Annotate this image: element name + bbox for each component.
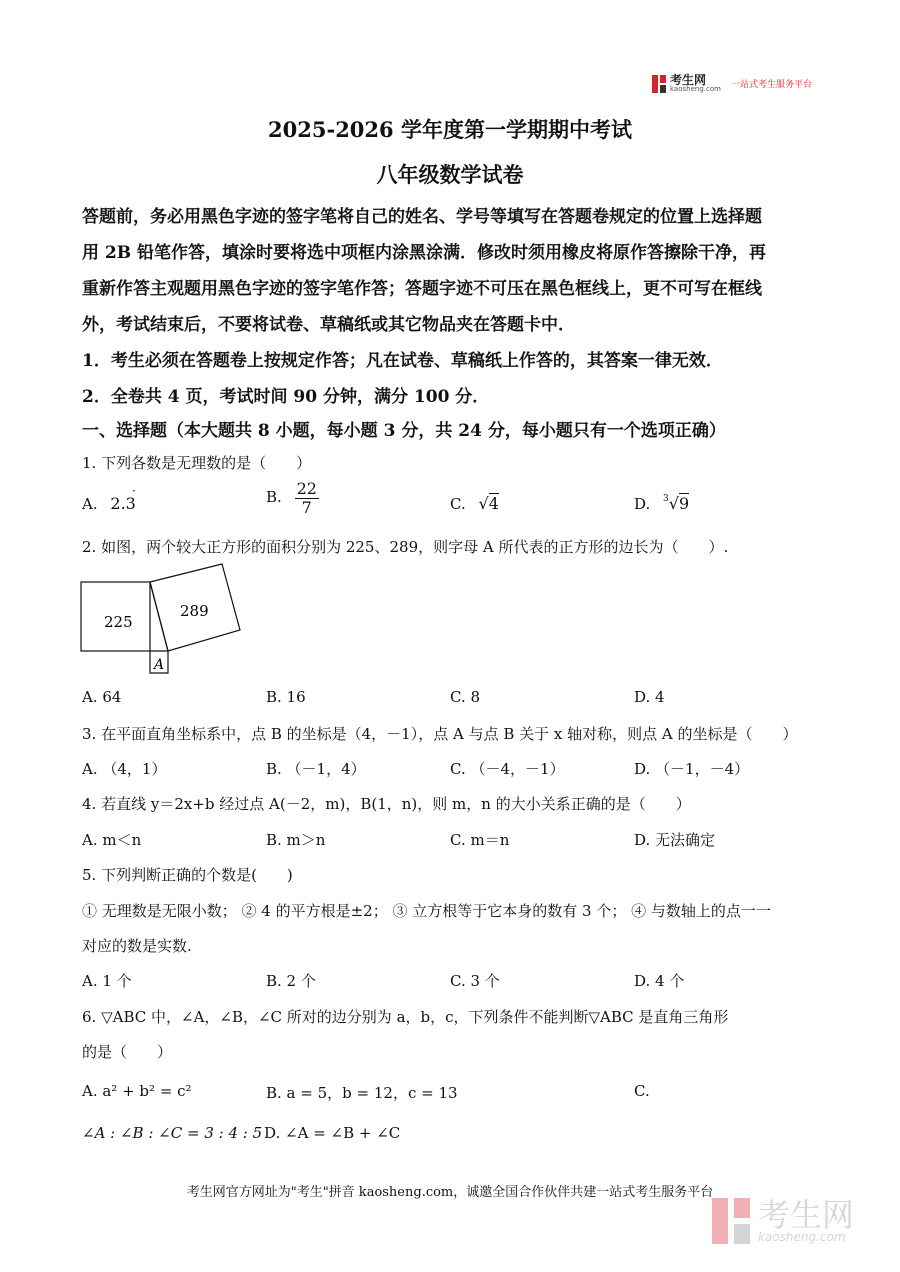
instruction-line: 用 2B 铅笔作答，填涂时要将选中项框内涂黑涂满．修改时须用橡皮将原作答擦除干净，再 [82, 243, 767, 263]
option-label: D. [634, 495, 651, 513]
q5-option-c: C. 3 个 [450, 972, 500, 990]
q3-option-a: A. （4，1） [82, 760, 167, 778]
q6-option-c-label: C. [634, 1082, 650, 1100]
q1-option-b [266, 480, 319, 516]
header-logo [652, 74, 812, 93]
q6-option-b: B. a = 5，b = 12，c = 13 [266, 1084, 458, 1102]
logo-domain: kaosheng.com [670, 85, 721, 93]
q4-option-b: B. m＞n [266, 831, 326, 849]
watermark-name: 考生网 [758, 1196, 855, 1234]
watermark [712, 1198, 854, 1244]
q1-option-c [450, 494, 499, 513]
triangle-hypotenuse [150, 582, 168, 651]
instruction-line: 答题前，务必用黑色字迹的签字笔将自己的姓名、学号等填写在答题卷规定的位置上选择题 [82, 207, 762, 227]
q1-option-a [82, 484, 136, 513]
instruction-line: 重新作答主观题用黑色字迹的签字笔作答；答题字迹不可压在黑色框线上，更不可写在框线 [82, 279, 762, 299]
q6-stem-cont: 的是（ ） [82, 1043, 173, 1061]
q4-stem: 4. 若直线 y＝2x+b 经过点 A(－2，m)，B(1，n)，则 m，n 的大小关系正确的是（ ） [82, 795, 691, 813]
q4-option-d: D. 无法确定 [634, 831, 716, 849]
q1-d-value: 9 [678, 494, 690, 513]
radical-icon: √ [478, 494, 489, 513]
kaosheng-watermark-icon [712, 1198, 752, 1244]
q2-squares-figure [80, 560, 250, 678]
q5-option-d: D. 4 个 [634, 972, 685, 990]
option-label: A. [82, 495, 98, 513]
q4-option-c: C. m＝n [450, 831, 510, 849]
q5-stem: 5. 下列判断正确的个数是( ) [82, 866, 293, 884]
q6-stem: 6. ▽ABC 中，∠A，∠B，∠C 所对的边分别为 a，b，c，下列条件不能判断▽ABC 是直角三角形 [82, 1008, 729, 1026]
q6-option-c: ∠A : ∠B : ∠C = 3 : 4 : 5 [82, 1124, 263, 1142]
q3-option-d: D. （－1，－4） [634, 760, 750, 778]
q5-option-b: B. 2 个 [266, 972, 316, 990]
q1-c-value: 4 [488, 494, 499, 513]
section-heading: 一、选择题（本大题共 8 小题，每小题 3 分，共 24 分，每小题只有一个选项正确） [82, 421, 726, 441]
q1-option-d [634, 494, 689, 513]
q1-a-value: 2.3 [110, 494, 136, 513]
q3-option-b: B. （－1，4） [266, 760, 366, 778]
q2-stem: 2. 如图，两个较大正方形的面积分别为 225、289，则字母 A 所代表的正方形的边长为（ ）. [82, 538, 729, 556]
option-label: B. [266, 488, 282, 507]
label-225: 225 [104, 613, 133, 631]
q6-option-d: D. ∠A = ∠B + ∠C [264, 1124, 401, 1142]
watermark-domain: kaosheng.com [758, 1230, 846, 1244]
logo-name: 考生网 [670, 73, 707, 87]
instruction-line: 外，考试结束后，不要将试卷、草稿纸或其它物品夹在答题卡中． [82, 315, 575, 335]
q4-option-a: A. m＜n [82, 831, 142, 849]
q5-option-a: A. 1 个 [82, 972, 132, 990]
radical-index: 3 [663, 494, 669, 504]
note-2: 2．全卷共 4 页，考试时间 90 分钟，满分 100 分． [82, 387, 490, 407]
q2-option-c: C. 8 [450, 688, 481, 706]
radical-icon: √ [668, 494, 679, 513]
q1-stem: 1. 下列各数是无理数的是（ ） [82, 454, 312, 472]
q5-statements-cont: 对应的数是实数. [82, 937, 192, 955]
footer-text: 考生网官方网址为"考生"拼音 kaosheng.com，诚邀全国合作伙伴共建一站式考生服务平台 [186, 1185, 714, 1200]
fraction-numerator: 22 [296, 479, 317, 498]
repeating-dot: · [132, 484, 136, 498]
fraction-denominator: 7 [301, 497, 312, 517]
exam-subtitle: 八年级数学试卷 [376, 162, 524, 187]
logo-slogan: 一站式考生服务平台 [730, 80, 812, 90]
kaosheng-logo-icon [652, 75, 666, 93]
q2-option-d: D. 4 [634, 688, 665, 706]
q6-option-a: A. a² + b² = c² [82, 1082, 192, 1100]
note-1: 1．考生必须在答题卷上按规定作答；凡在试卷、草稿纸上作答的，其答案一律无效． [82, 351, 723, 371]
q2-option-b: B. 16 [266, 688, 306, 706]
option-label: C. [450, 495, 466, 513]
label-a: A [154, 657, 165, 673]
label-289: 289 [180, 602, 209, 620]
q2-option-a: A. 64 [82, 688, 122, 706]
q3-stem: 3. 在平面直角坐标系中，点 B 的坐标是（4，－1），点 A 与点 B 关于 x 轴对称，则点 A 的坐标是（ ） [82, 725, 798, 743]
q5-statements: ① 无理数是无限小数； ② 4 的平方根是±2； ③ 立方根等于它本身的数有 3 个； ④ 与数轴上的点一一 [82, 902, 771, 920]
exam-title: 2025-2026 学年度第一学期期中考试 [268, 117, 632, 142]
q3-option-c: C. （－4，－1） [450, 760, 565, 778]
